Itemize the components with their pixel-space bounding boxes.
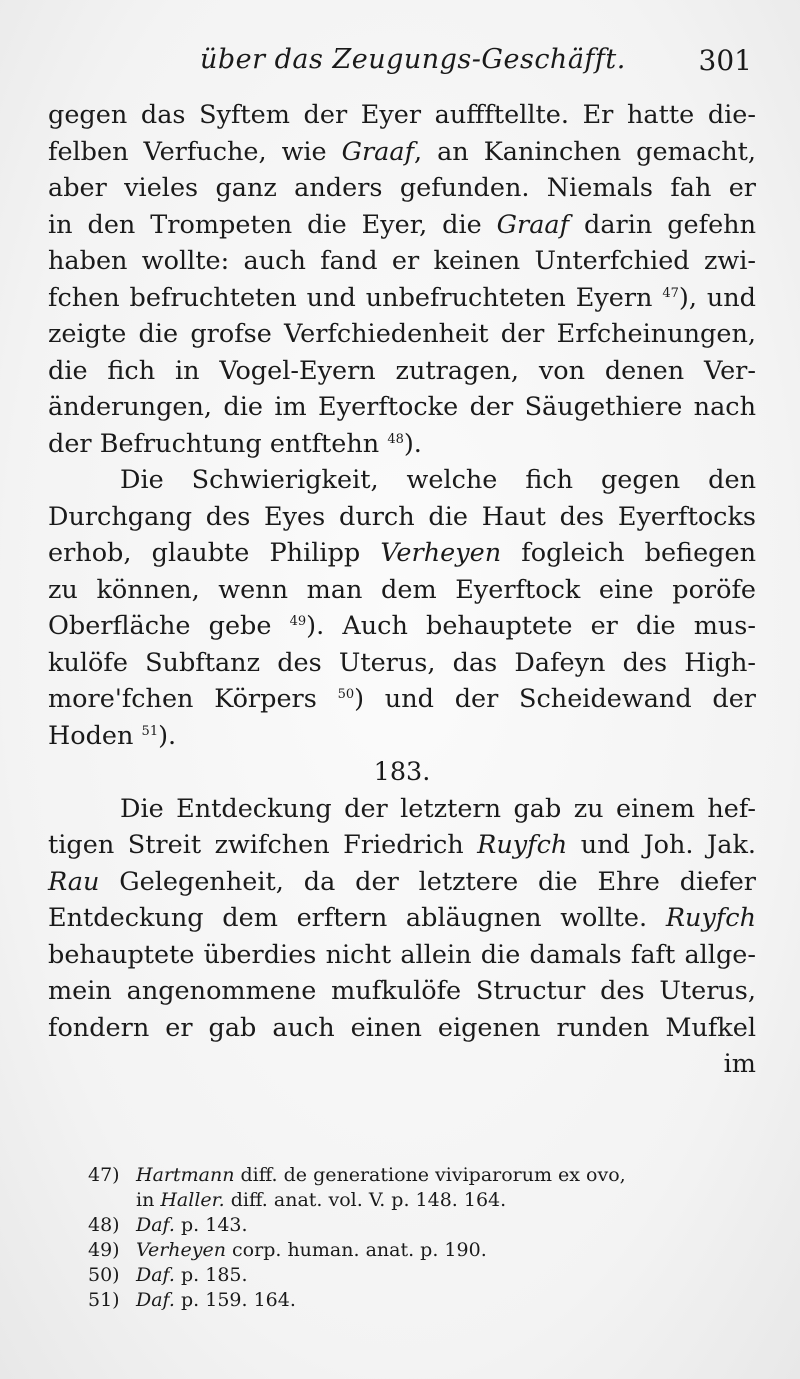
text-line: Hoden $^{51}$). [48, 720, 177, 751]
text-line: Entdeckung dem erftern abläugnen wollte. Ruyfch [48, 903, 756, 933]
text-line: die fich in Vogel-Eyern zutragen, von denen Ver- [48, 355, 756, 386]
text-line: Die Entdeckung der letztern gab zu einem hef- [120, 793, 756, 824]
text-line: more'fchen Körpers $^{50}$) und der Scheidewand der [48, 684, 756, 714]
text-line: der Befruchtung entftehn $^{48}$). [48, 428, 422, 459]
page-number: 301 [698, 44, 752, 77]
footnote: 50) Daf. p. 185. [88, 1264, 248, 1286]
footnote: 49) Verheyen corp. human. anat. p. 190. [88, 1239, 487, 1261]
text-line: kulöfe Subftanz des Uterus, das Dafeyn des High- [48, 647, 756, 678]
text-line: zu können, wenn man dem Eyerftock eine poröfe [48, 574, 756, 605]
text-line: gegen das Syftem der Eyer auffftellte. Er hatte die- [48, 100, 756, 130]
text-line: änderungen, die im Eyerftocke der Säugethiere nach [48, 392, 756, 422]
running-head: über das Zeugungs-Geschäfft. [200, 44, 626, 75]
footnote-ref: 48 [387, 431, 404, 447]
text-line: mein angenommene mufkulöfe Structur des Uterus, [48, 976, 756, 1006]
footnote-ref: 47 [662, 285, 679, 301]
text-line: Oberfläche gebe $^{49}$). Auch behauptete er die mus- [48, 611, 757, 641]
text-line: behauptete überdies nicht allein die damals faft allge- [48, 939, 756, 970]
text-line: Rau Gelegenheit, da der letztere die Ehre diefer [48, 866, 756, 897]
footnotes [88, 1163, 760, 1313]
text-line: erhob, glaubte Philipp Verheyen fogleich befiegen [48, 538, 756, 568]
text-line: felben Verfuche, wie Graaf, an Kaninchen gemacht, [48, 136, 756, 167]
text-line: aber vieles ganz anders gefunden. Niemals fah er [48, 173, 756, 203]
page-header [0, 44, 800, 84]
footnote-ref: 49 [289, 614, 307, 629]
section-number: 183. [373, 757, 431, 787]
text-line: Durchgang des Eyes durch die Haut des Eyerftocks [48, 501, 756, 532]
footnote: 47) Hartmann diff. de generatione viviparorum ex ovo, [88, 1164, 626, 1186]
footnote: 51) Daf. p. 159. 164. [88, 1289, 296, 1311]
text-line: in den Trompeten die Eyer, die Graaf darin gefehn [48, 209, 757, 240]
footnote-ref: 50 [337, 687, 355, 702]
footnote-ref: 51 [141, 723, 159, 739]
text-line: haben wollte: auch fand er keinen Unterfchied zwi- [48, 246, 756, 276]
text-line: Die Schwierigkeit, welche fich gegen den [120, 465, 756, 495]
catchword: im [723, 1049, 756, 1079]
footnote: in Haller. diff. anat. vol. V. p. 148. 164. [136, 1189, 507, 1211]
text-line: fchen befruchteten und unbefruchteten Eyern $^{47}$), und [48, 282, 756, 313]
body-text [48, 97, 756, 1083]
footnote: 48) Daf. p. 143. [88, 1214, 248, 1236]
text-line: zeigte die grofse Verfchiedenheit der Erfcheinungen, [48, 319, 756, 349]
text-line: fondern er gab auch einen eigenen runden Mufkel [48, 1012, 756, 1043]
text-line: tigen Streit zwifchen Friedrich Ruyfch und Joh. Jak. [48, 830, 757, 860]
